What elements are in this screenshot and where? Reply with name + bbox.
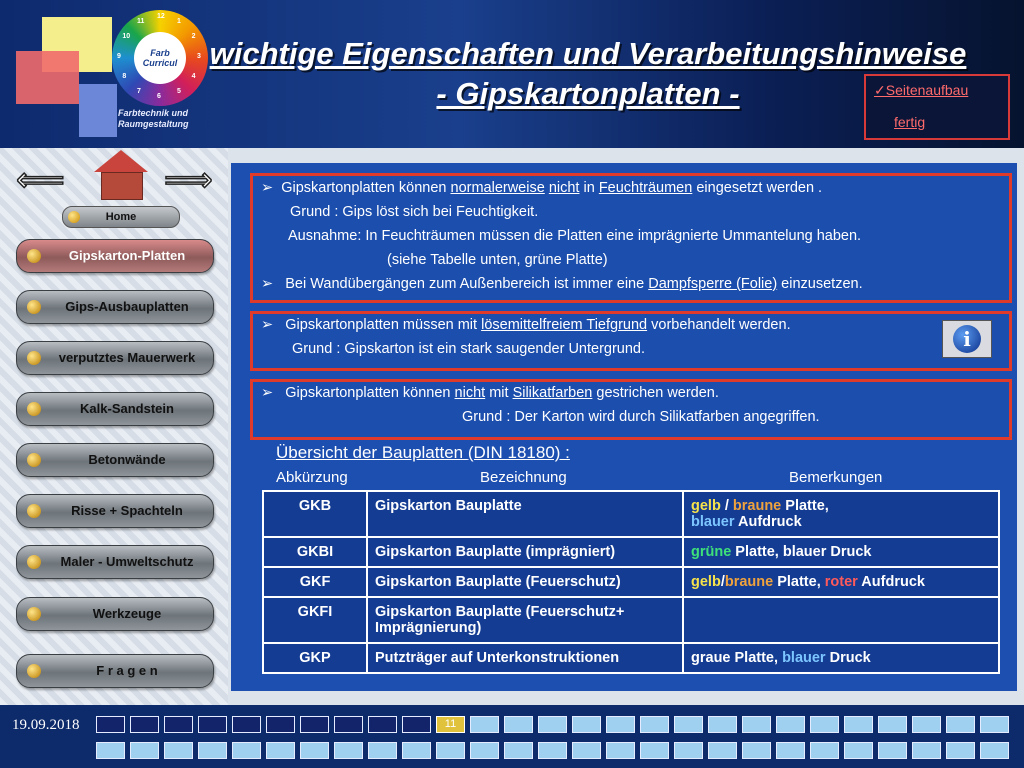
remark-segment: braune — [724, 574, 774, 590]
title-line1: wichtige Eigenschaften und Verarbeitungshinweise — [209, 36, 967, 71]
box1-dampfsperre: Dampfsperre — [648, 276, 737, 292]
remark-segment: / — [720, 498, 733, 514]
slide-thumb[interactable] — [266, 716, 295, 733]
back-arrow-icon[interactable]: ⟸ — [16, 161, 65, 199]
sidebar-item-label: Gips-Ausbauplatten — [65, 299, 189, 314]
slide-thumb[interactable] — [776, 742, 805, 759]
slide-thumb[interactable] — [368, 742, 397, 759]
slide-thumb[interactable] — [300, 742, 329, 759]
cell-bemerkungen — [683, 597, 999, 643]
button-dot-icon — [27, 351, 41, 365]
bullet-icon: ➢ — [261, 180, 274, 196]
box3-grund: Grund : Der Karton wird durch Silikatfarben angegriffen. — [462, 409, 820, 425]
slide-thumb[interactable] — [538, 742, 567, 759]
slide-thumb[interactable] — [470, 742, 499, 759]
wheel-number: 1 — [177, 18, 181, 26]
title-line2: - Gipskartonplatten - — [436, 76, 740, 111]
slide-thumb[interactable] — [708, 742, 737, 759]
remark-segment: Druck — [825, 650, 871, 666]
wheel-number: 12 — [157, 13, 165, 20]
box2-line1-text: Gipskartonplatten müssen mit — [285, 317, 482, 333]
status-seitenaufbau: ✓Seitenaufbau — [874, 82, 969, 98]
cell-bezeichnung: Putzträger auf Unterkonstruktionen — [367, 643, 683, 673]
slide-thumb[interactable] — [640, 716, 669, 733]
cell-bezeichnung: Gipskarton Bauplatte (Feuerschutz+ Imprägnierung) — [367, 597, 683, 643]
forward-arrow-icon[interactable]: ⟹ — [164, 161, 213, 199]
slide-thumb[interactable] — [572, 742, 601, 759]
box1-grund: Grund : Gips löst sich bei Feuchtigkeit. — [290, 204, 539, 220]
wheel-number: 3 — [197, 53, 201, 60]
slide-thumb[interactable] — [708, 716, 737, 733]
box2-tiefgrund: lösemittelfreiem Tiefgrund — [481, 317, 648, 333]
box1-siehe: (siehe Tabelle unten, grüne Platte) — [387, 252, 608, 268]
slide-thumb[interactable] — [402, 716, 431, 733]
date-label: 19.09.2018 — [12, 717, 80, 733]
cell-bezeichnung: Gipskarton Bauplatte (Feuerschutz) — [367, 567, 683, 597]
slide-thumb[interactable] — [232, 716, 261, 733]
logo-caption-line1: Farbtechnik und — [118, 108, 189, 118]
slide-thumb[interactable] — [334, 716, 363, 733]
slide-thumb[interactable] — [980, 716, 1009, 733]
column-header-bezeichnung: Bezeichnung — [480, 469, 567, 486]
slide-thumb[interactable] — [844, 742, 873, 759]
remark-segment: Platte, blauer Druck — [731, 544, 872, 560]
slide-thumb[interactable] — [232, 742, 261, 759]
cell-abkuerzung: GKFI — [263, 597, 367, 643]
remark-segment: / — [720, 574, 725, 590]
sidebar-item-risse-spachteln[interactable] — [16, 494, 214, 528]
slide-thumb[interactable] — [334, 742, 363, 759]
slide-thumb-current[interactable] — [436, 716, 465, 733]
box3-nicht: nicht — [454, 385, 486, 401]
info-icon: i — [953, 325, 981, 353]
slide-thumb[interactable] — [810, 716, 839, 733]
sidebar-item-label: Maler - Umweltschutz — [60, 554, 194, 569]
cell-bemerkungen — [683, 491, 999, 537]
slide-thumb[interactable] — [96, 742, 125, 759]
info-box-feuchtigkeit — [250, 173, 1012, 303]
slide-thumb[interactable] — [912, 742, 941, 759]
box1-ausnahme: Ausnahme: In Feuchträumen müssen die Platten eine imprägnierte Ummantelung haben. — [288, 228, 862, 244]
box1-line5-end: einzusetzen. — [777, 276, 863, 292]
remark-segment: Aufdruck — [734, 514, 802, 530]
box3-line1-end: gestrichen werden. — [592, 385, 719, 401]
slide-thumb[interactable] — [470, 716, 499, 733]
cell-bemerkungen — [683, 537, 999, 567]
remark-segment: braune — [732, 498, 782, 514]
home-button[interactable] — [62, 206, 180, 228]
info-box-silikatfarben — [250, 379, 1012, 440]
sidebar-item-kalk-sandstein[interactable] — [16, 392, 214, 426]
overview-heading — [276, 443, 570, 463]
slide-thumb[interactable] — [198, 742, 227, 759]
wheel-number: 11 — [137, 18, 145, 26]
cell-abkuerzung: GKF — [263, 567, 367, 597]
box2-grund: Grund : Gipskarton ist ein stark saugender Untergrund. — [292, 341, 646, 357]
wheel-number: 9 — [117, 53, 121, 60]
info-box-tiefgrund — [250, 311, 1012, 371]
box3-mit: mit — [485, 385, 513, 401]
slide-thumb[interactable] — [776, 716, 805, 733]
status-fertig: fertig — [894, 114, 926, 130]
bullet-icon: ➢ — [261, 385, 274, 401]
cell-bemerkungen — [683, 643, 999, 673]
sidebar-item-label: Kalk-Sandstein — [80, 401, 174, 416]
sidebar-item-label: Werkzeuge — [92, 606, 162, 621]
sidebar-item-gipskarton-platten[interactable] — [16, 239, 214, 273]
sidebar-item-betonwände[interactable] — [16, 443, 214, 477]
wheel-number: 5 — [177, 87, 181, 95]
table-row — [263, 643, 999, 673]
slide-thumb[interactable] — [164, 716, 193, 733]
cell-bemerkungen — [683, 567, 999, 597]
button-dot-icon — [27, 555, 41, 569]
slide-thumb[interactable] — [198, 716, 227, 733]
slide-thumb[interactable] — [946, 742, 975, 759]
bullet-icon: ➢ — [261, 276, 274, 292]
home-house-icon[interactable] — [94, 150, 148, 198]
button-dot-icon — [68, 211, 80, 223]
cell-bezeichnung: Gipskarton Bauplatte (imprägniert) — [367, 537, 683, 567]
sidebar-item-verputztes-mauerwerk[interactable] — [16, 341, 214, 375]
slide-thumb[interactable] — [538, 716, 567, 733]
wheel-number: 7 — [137, 87, 141, 95]
slide-thumb[interactable] — [980, 742, 1009, 759]
bullet-icon: ➢ — [261, 317, 274, 333]
slide-thumb[interactable] — [436, 742, 465, 759]
home-button-label: Home — [105, 211, 137, 223]
wheel-number: 4 — [191, 73, 196, 80]
box1-feuchtraeumen: Feuchträumen — [598, 180, 693, 196]
slide-thumb[interactable] — [878, 716, 907, 733]
slide-thumb[interactable] — [946, 716, 975, 733]
slide-thumb[interactable] — [606, 716, 635, 733]
slide-thumb[interactable] — [402, 742, 431, 759]
box1-nicht: nicht — [548, 180, 580, 196]
status-box — [864, 74, 1010, 140]
slide-thumb[interactable] — [504, 716, 533, 733]
slide-thumb[interactable] — [640, 742, 669, 759]
decor-square-red — [16, 51, 79, 104]
box2-line1-end: vorbehandelt werden. — [647, 317, 791, 333]
header — [0, 0, 1024, 148]
box1-line5-text: Bei Wandübergängen zum Außenbereich ist immer eine — [285, 276, 649, 292]
button-dot-icon — [27, 607, 41, 621]
sidebar-item-label: verputztes Mauerwerk — [58, 350, 196, 365]
slide-thumb[interactable] — [130, 742, 159, 759]
table-row — [263, 567, 999, 597]
button-dot-icon — [27, 300, 41, 314]
remark-segment: blauer — [691, 514, 735, 530]
sidebar-item-f-r-a-g-e-n[interactable] — [16, 654, 214, 688]
slide-thumb[interactable] — [300, 716, 329, 733]
sidebar-item-label: Risse + Spachteln — [71, 503, 183, 518]
slide-thumb[interactable] — [674, 716, 703, 733]
remark-segment: Platte, — [781, 498, 829, 514]
button-dot-icon — [27, 664, 41, 678]
remark-segment: blauer — [782, 650, 826, 666]
remark-segment: gelb — [691, 574, 721, 590]
wheel-number: 2 — [191, 33, 196, 40]
logo-word1: Farb — [150, 48, 170, 58]
decor-square-blue — [79, 84, 117, 137]
slide-thumb[interactable] — [912, 716, 941, 733]
column-header-abkuerzung: Abkürzung — [276, 469, 348, 486]
slide-thumb[interactable] — [844, 716, 873, 733]
table-row — [263, 537, 999, 567]
box1-normalerweise: normalerweise — [450, 180, 545, 196]
slide-thumb[interactable] — [368, 716, 397, 733]
table-row — [263, 597, 999, 643]
remark-segment: Platte, — [773, 574, 825, 590]
overview-din: (DIN 18180) : — [467, 443, 570, 462]
cell-abkuerzung: GKB — [263, 491, 367, 537]
remark-segment: graue Platte, — [691, 650, 783, 666]
box1-line1-end: eingesetzt werden . — [692, 180, 823, 196]
wheel-number: 6 — [157, 93, 161, 100]
remark-segment: gelb — [691, 498, 721, 514]
slide-thumb[interactable] — [742, 716, 771, 733]
slide-thumb[interactable] — [130, 716, 159, 733]
logo-caption-line2: Raumgestaltung — [118, 119, 189, 129]
wheel-number: 8 — [122, 73, 127, 80]
slide-thumb[interactable] — [504, 742, 533, 759]
overview-title: Übersicht der Bauplatten — [276, 443, 468, 462]
box1-line1-text: Gipskartonplatten können — [281, 180, 451, 196]
sidebar-item-label: F r a g e n — [96, 663, 158, 678]
box1-folie: (Folie) — [736, 276, 778, 292]
slide-thumb[interactable] — [674, 742, 703, 759]
plates-table — [262, 490, 1000, 674]
sidebar-item-label: Gipskarton-Platten — [68, 248, 186, 263]
remark-segment: grüne — [691, 544, 732, 560]
slide-thumb[interactable] — [572, 716, 601, 733]
slide-thumb[interactable] — [878, 742, 907, 759]
cell-bezeichnung: Gipskarton Bauplatte — [367, 491, 683, 537]
slide-thumb[interactable] — [606, 742, 635, 759]
box1-in: in — [579, 180, 599, 196]
table-row — [263, 491, 999, 537]
info-button[interactable] — [942, 320, 992, 358]
slide-thumb[interactable] — [810, 742, 839, 759]
cell-abkuerzung: GKBI — [263, 537, 367, 567]
button-dot-icon — [27, 453, 41, 467]
button-dot-icon — [27, 402, 41, 416]
button-dot-icon — [27, 249, 41, 263]
cell-abkuerzung: GKP — [263, 643, 367, 673]
box3-silikatfarben: Silikatfarben — [512, 385, 593, 401]
slide-thumb[interactable] — [96, 716, 125, 733]
remark-segment: roter — [824, 574, 858, 590]
box3-line1-text: Gipskartonplatten können — [285, 385, 455, 401]
logo-word2: Curricul — [142, 58, 178, 68]
sidebar-item-werkzeuge[interactable] — [16, 597, 214, 631]
wheel-number: 10 — [122, 33, 131, 40]
remark-segment: Aufdruck — [857, 574, 925, 590]
button-dot-icon — [27, 504, 41, 518]
sidebar-item-gips-ausbauplatten[interactable] — [16, 290, 214, 324]
sidebar-item-maler-umweltschutz[interactable] — [16, 545, 214, 579]
sidebar-item-label: Betonwände — [88, 452, 166, 467]
slide-thumb[interactable] — [266, 742, 295, 759]
column-header-bemerkungen: Bemerkungen — [789, 469, 883, 486]
slide-thumb[interactable] — [742, 742, 771, 759]
current-slide-number: 11 — [444, 718, 457, 730]
slide-thumb[interactable] — [164, 742, 193, 759]
